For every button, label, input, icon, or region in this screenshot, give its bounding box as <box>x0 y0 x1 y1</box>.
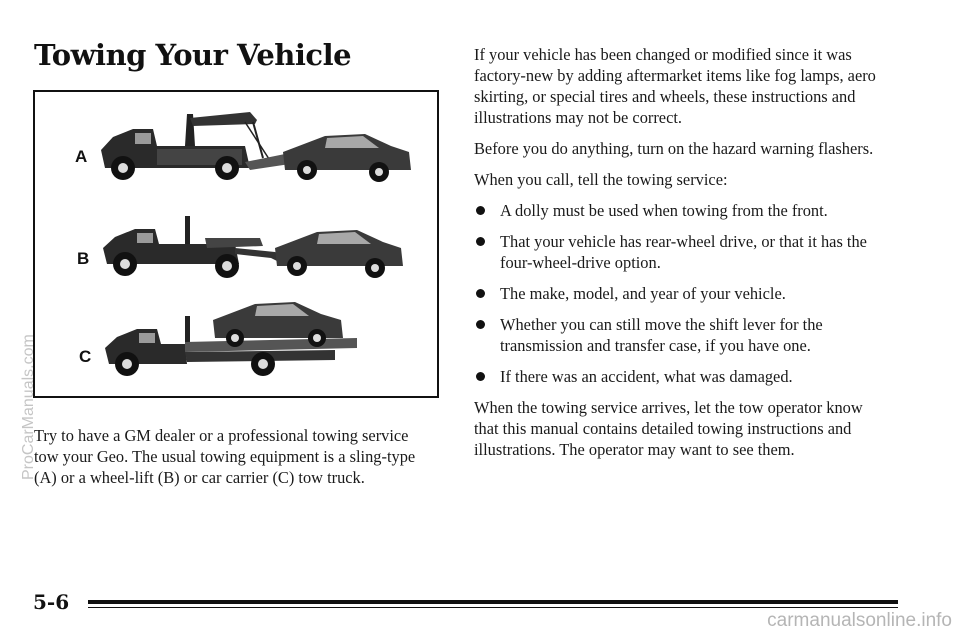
bullet-icon <box>476 289 485 298</box>
tow-operator-note: When the towing service arrives, let the tow operator know that this manual contains detailed towing instructions and illustrations. The operator may want to see them. <box>474 398 863 459</box>
bullet-icon <box>476 372 485 381</box>
sling-tow-truck <box>101 112 290 180</box>
towing-intro-paragraph: Try to have a GM dealer or a professional towing service tow your Geo. The usual towing equipment is a sling-type (A) or a wheel-lift (B) or car carrier (C) tow truck. <box>34 426 416 487</box>
side-watermark: ProCarManuals.com <box>20 334 37 480</box>
figure-label-c: C <box>79 347 92 366</box>
towed-car-a <box>283 134 411 182</box>
bullet-icon <box>476 320 485 329</box>
list-item: The make, model, and year of your vehicle. <box>474 283 884 304</box>
towing-service-checklist <box>474 200 884 387</box>
figure-label-a: A <box>75 147 88 166</box>
wheel-lift-tow-truck <box>103 216 295 278</box>
list-item: If there was an accident, what was damaged. <box>474 366 884 387</box>
footer-rule-thin <box>88 607 898 608</box>
figure-label-b: B <box>77 249 90 268</box>
towed-car-b <box>275 230 403 278</box>
towing-service-intro: When you call, tell the towing service: <box>474 170 728 189</box>
page-title: Towing Your Vehicle <box>34 38 352 72</box>
list-item: A dolly must be used when towing from the front. <box>474 200 884 221</box>
list-item: Whether you can still move the shift lever for the transmission and transfer case, if you have one. <box>474 314 884 356</box>
bullet-icon <box>476 206 485 215</box>
page-number: 5-6 <box>33 590 70 614</box>
bullet-icon <box>476 237 485 246</box>
footer-rule <box>88 600 898 604</box>
towing-illustration-svg <box>35 92 437 396</box>
towing-illustration <box>33 90 439 398</box>
list-item: That your vehicle has rear-wheel drive, or that it has the four-wheel-drive option. <box>474 231 884 273</box>
hazard-flashers-note: Before you do anything, turn on the hazard warning flashers. <box>474 139 874 158</box>
modification-warning: If your vehicle has been changed or modified since it was factory-new by adding aftermarket items like fog lamps, aero skirting, or special tires and wheels, these instructions and illustrations may not be correct. <box>474 45 876 127</box>
bottom-watermark: carmanualsonline.info <box>767 610 952 631</box>
towing-instructions <box>474 44 884 470</box>
